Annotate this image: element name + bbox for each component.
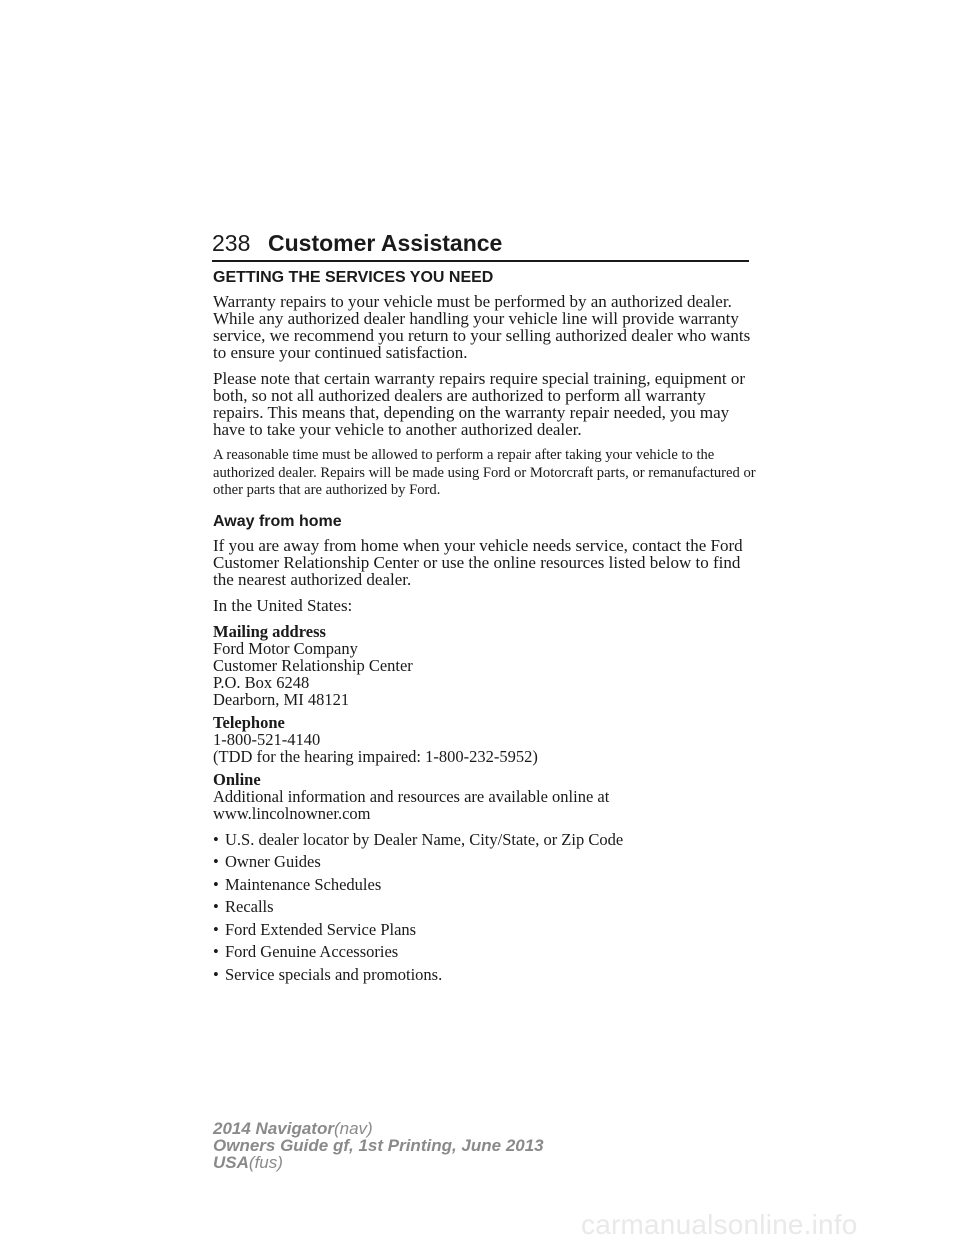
list-item-text: Maintenance Schedules: [225, 874, 382, 894]
list-item: [213, 831, 758, 848]
watermark-text: carmanualsonline.info: [581, 1209, 858, 1240]
mailing-address-block: [213, 623, 758, 708]
mailing-address-line: Customer Relationship Center: [213, 655, 413, 675]
list-item: [213, 943, 758, 960]
bullet-icon: •: [213, 942, 219, 961]
paragraph-warranty-repairs: Warranty repairs to your vehicle must be performed by an authorized dealer. While any authorized dealer handling your vehicle line will provide warranty service, we recommend you return to your selling authorized dealer who wants to ensure your continued satisfaction.: [213, 292, 751, 362]
page-header: [212, 226, 749, 262]
list-item-text: Owner Guides: [225, 852, 321, 871]
telephone-block: [213, 714, 758, 765]
paragraph-away-intro: If you are away from home when your vehicle needs service, contact the Ford Customer Relationship Center or use the online resources listed below to find the nearest authorized dealer.: [213, 535, 743, 589]
list-item-text: Recalls: [225, 897, 274, 916]
list-item: [213, 898, 758, 915]
paragraph-reasonable-time: A reasonable time must be allowed to perform a repair after taking your vehicle to the authorized dealer. Repairs will be made using Ford or Motorcraft parts, or remanufactured or other parts that are authorized by Ford.: [213, 447, 756, 498]
chapter-title: Customer Assistance: [268, 230, 503, 256]
footer-model-name: 2014 Navigator: [213, 1119, 334, 1138]
footer-line-model: [213, 1120, 544, 1137]
list-item-text: Ford Genuine Accessories: [225, 942, 399, 961]
footer-market-name: USA: [213, 1153, 249, 1172]
online-resources-list: [213, 831, 758, 983]
paragraph-united-states: In the United States:: [213, 595, 353, 615]
online-url: www.lincolnowner.com: [213, 803, 371, 823]
tdd-number: (TDD for the hearing impaired: 1-800-232-5952): [213, 746, 538, 766]
mailing-address-line: P.O. Box 6248: [213, 672, 310, 692]
list-item: [213, 853, 758, 870]
list-item-text: U.S. dealer locator by Dealer Name, City/State, or Zip Code: [225, 829, 624, 849]
footer-line-printing: Owners Guide gf, 1st Printing, June 2013: [213, 1136, 544, 1155]
print-footer: [213, 1120, 544, 1171]
mailing-address-line: Dearborn, MI 48121: [213, 689, 350, 709]
away-from-home-heading: Away from home: [213, 512, 342, 530]
footer-model-code: (nav): [333, 1119, 373, 1138]
footer-market-code: (fus): [248, 1153, 283, 1172]
page-number: 238: [212, 230, 251, 256]
bullet-icon: •: [213, 919, 219, 939]
list-item-text: Ford Extended Service Plans: [225, 919, 417, 939]
list-item: [213, 966, 758, 983]
list-item-text: Service specials and promotions.: [225, 964, 443, 984]
bullet-icon: •: [213, 874, 219, 894]
online-description: Additional information and resources are available online at: [213, 786, 610, 806]
online-block: [213, 771, 758, 822]
bullet-icon: •: [213, 829, 219, 849]
section-heading: GETTING THE SERVICES YOU NEED: [213, 269, 494, 286]
list-item: [213, 876, 758, 893]
bullet-icon: •: [213, 897, 219, 916]
bullet-icon: •: [213, 964, 219, 984]
mailing-address-label: Mailing address: [213, 621, 326, 641]
list-item: [213, 921, 758, 938]
telephone-label: Telephone: [213, 712, 285, 732]
mailing-address-line: Ford Motor Company: [213, 638, 358, 658]
paragraph-special-training: Please note that certain warranty repairs require special training, equipment or both, so not all authorized dealers are authorized to perform all warranty repairs. This means that, depending on the warranty repair needed, you may have to take your vehicle to another authorized dealer.: [213, 369, 745, 439]
footer-line-market: [213, 1154, 544, 1171]
telephone-number: 1-800-521-4140: [213, 729, 321, 749]
bullet-icon: •: [213, 852, 219, 871]
online-label: Online: [213, 769, 261, 789]
page-content: [213, 268, 758, 988]
